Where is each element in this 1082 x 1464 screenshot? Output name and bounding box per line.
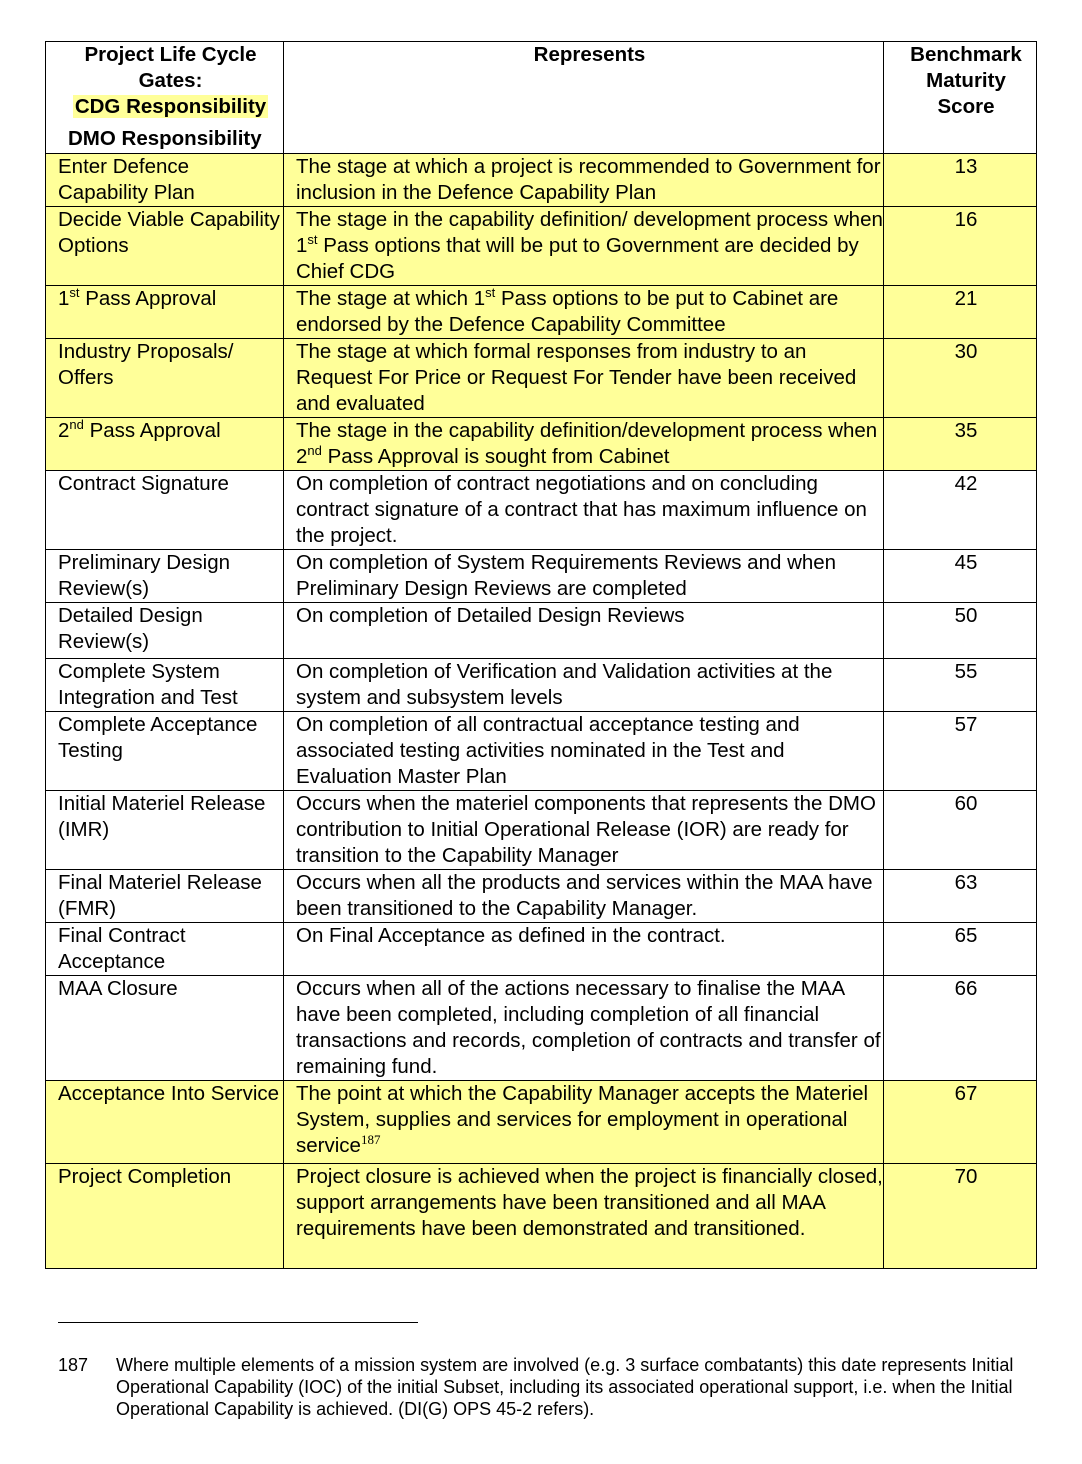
table-row [46, 207, 1037, 286]
represents-cell: On completion of Verification and Validation activities at the system and subsystem levels [284, 659, 884, 712]
footnote-separator [58, 1322, 418, 1323]
table-row [46, 1081, 1037, 1164]
table-row [46, 603, 1037, 659]
score-cell: 67 [884, 1081, 1037, 1164]
gate-cell: Decide Viable Capability Options [46, 207, 284, 286]
gate-cell: Project Completion [46, 1164, 284, 1269]
gate-cell: Final Materiel Release (FMR) [46, 870, 284, 923]
score-cell: 21 [884, 286, 1037, 339]
gate-cell: Contract Signature [46, 471, 284, 550]
table-row [46, 791, 1037, 870]
represents-cell: The stage at which 1st Pass options to be put to Cabinet are endorsed by the Defence Capability Committee [284, 286, 884, 339]
score-cell: 45 [884, 550, 1037, 603]
table-row [46, 976, 1037, 1081]
table-row [46, 923, 1037, 976]
represents-cell: Project closure is achieved when the project is financially closed, support arrangements have been transitioned and all MAA requirements have been demonstrated and transitioned. [284, 1164, 884, 1269]
table-row [46, 870, 1037, 923]
score-cell: 30 [884, 339, 1037, 418]
table-row [46, 712, 1037, 791]
score-cell: 57 [884, 712, 1037, 791]
represents-cell: On completion of all contractual acceptance testing and associated testing activities nominated in the Test and Evaluation Master Plan [284, 712, 884, 791]
gate-cell: Industry Proposals/ Offers [46, 339, 284, 418]
gate-cell: Enter Defence Capability Plan [46, 154, 284, 207]
table-row [46, 154, 1037, 207]
represents-cell: The stage in the capability definition/development process when 2nd Pass Approval is sought from Cabinet [284, 418, 884, 471]
footnote-text: Where multiple elements of a mission system are involved (e.g. 3 surface combatants) this date represents Initial Operational Capability (IOC) of the initial Subset, including its associated operational support, i.e. when the Initial Operational Capability is achieved. (DI(G) OPS 45-2 refers). [116, 1355, 1014, 1419]
header-dmo-responsibility: DMO Responsibility [68, 127, 262, 150]
represents-cell: On Final Acceptance as defined in the contract. [284, 923, 884, 976]
gate-cell: Initial Materiel Release (IMR) [46, 791, 284, 870]
table-row [46, 286, 1037, 339]
score-cell: 63 [884, 870, 1037, 923]
score-cell: 35 [884, 418, 1037, 471]
table-row [46, 659, 1037, 712]
gate-cell: 2nd Pass Approval [46, 418, 284, 471]
gate-cell: Detailed Design Review(s) [46, 603, 284, 659]
score-cell: 70 [884, 1164, 1037, 1269]
header-cdg-responsibility: CDG Responsibility [74, 95, 267, 118]
represents-cell: Occurs when the materiel components that represents the DMO contribution to Initial Operational Release (IOR) are ready for transition to the Capability Manager [284, 791, 884, 870]
gate-cell: Final Contract Acceptance [46, 923, 284, 976]
table-header-row [46, 42, 1037, 154]
footnote-reference[interactable]: 187 [360, 1132, 381, 1148]
score-cell: 65 [884, 923, 1037, 976]
represents-cell: The point at which the Capability Manager accepts the Materiel System, supplies and services for employment in operational service$^{187}$ [284, 1081, 884, 1164]
gate-cell: 1st Pass Approval [46, 286, 284, 339]
represents-cell: The stage in the capability definition/ development process when 1st Pass options that will be put to Government are decided by Chief CDG [284, 207, 884, 286]
gate-cell: MAA Closure [46, 976, 284, 1081]
header-represents: Represents [284, 42, 884, 154]
score-cell: 16 [884, 207, 1037, 286]
score-cell: 55 [884, 659, 1037, 712]
represents-cell: On completion of Detailed Design Reviews [284, 603, 884, 659]
represents-cell: Occurs when all of the actions necessary to finalise the MAA have been completed, including completion of all financial transactions and records, completion of contracts and transfer of remaining fund. [284, 976, 884, 1081]
score-cell: 60 [884, 791, 1037, 870]
table-row [46, 418, 1037, 471]
header-gates: Project Life Cycle Gates: CDG Responsibility DMO Responsibility [46, 42, 284, 154]
represents-cell: Occurs when all the products and services within the MAA have been transitioned to the Capability Manager. [284, 870, 884, 923]
represents-cell: The stage at which a project is recommended to Government for inclusion in the Defence Capability Plan [284, 154, 884, 207]
gate-cell: Preliminary Design Review(s) [46, 550, 284, 603]
score-cell: 50 [884, 603, 1037, 659]
table-row [46, 471, 1037, 550]
gate-cell: Complete System Integration and Test [46, 659, 284, 712]
represents-cell: The stage at which formal responses from industry to an Request For Price or Request For Tender have been received and evaluated [284, 339, 884, 418]
represents-cell: On completion of System Requirements Reviews and when Preliminary Design Reviews are completed [284, 550, 884, 603]
table-row [46, 1164, 1037, 1269]
represents-cell: On completion of contract negotiations and on concluding contract signature of a contract that has maximum influence on the project. [284, 471, 884, 550]
score-cell: 42 [884, 471, 1037, 550]
table-row [46, 339, 1037, 418]
footnote-number: 187 [58, 1355, 89, 1375]
gates-table [45, 41, 1037, 1269]
score-cell: 13 [884, 154, 1037, 207]
gate-cell: Complete Acceptance Testing [46, 712, 284, 791]
table-row [46, 550, 1037, 603]
gate-cell: Acceptance Into Service [46, 1081, 284, 1164]
header-benchmark-score: Benchmark Maturity Score [884, 42, 1037, 154]
score-cell: 66 [884, 976, 1037, 1081]
